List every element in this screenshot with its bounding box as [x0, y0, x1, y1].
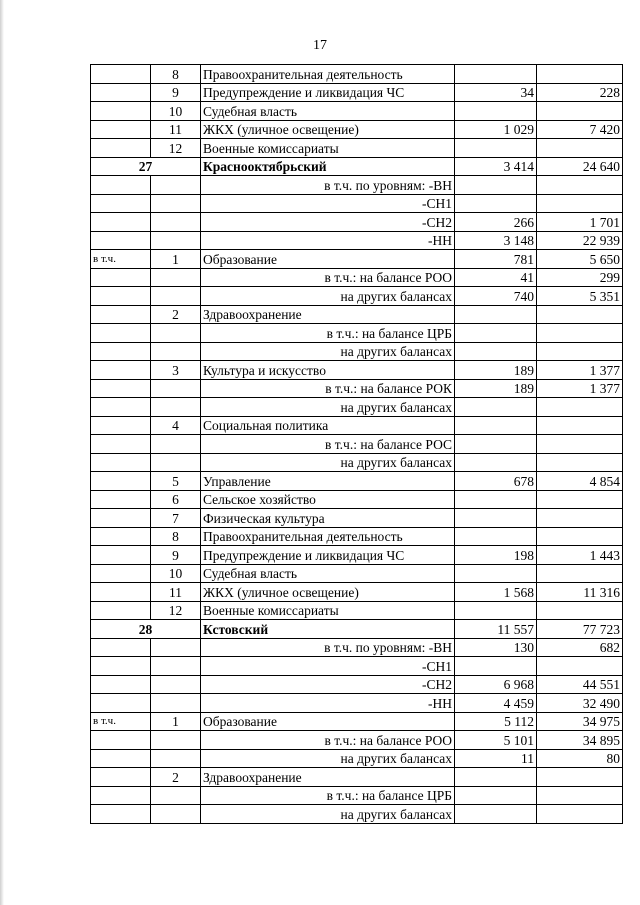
row-prefix-cell — [91, 472, 151, 491]
item-name: Военные комиссариаты — [201, 601, 455, 620]
table-row — [91, 527, 623, 546]
row-prefix-cell — [91, 305, 151, 324]
sub-row — [91, 786, 623, 805]
item-number-cell — [151, 805, 201, 824]
row-prefix-cell — [91, 194, 151, 213]
value-2-cell — [537, 453, 623, 472]
row-prefix-cell: в т.ч. — [91, 250, 151, 269]
row-prefix-cell — [91, 583, 151, 602]
table-row — [91, 564, 623, 583]
item-number-cell — [151, 342, 201, 361]
item-number-cell — [151, 176, 201, 195]
row-prefix-cell — [91, 416, 151, 435]
value-1-cell — [455, 509, 537, 528]
value-1-cell — [455, 416, 537, 435]
value-2-cell: 299 — [537, 268, 623, 287]
row-prefix-cell — [91, 453, 151, 472]
value-1-cell: 198 — [455, 546, 537, 565]
value-2-cell: 5 351 — [537, 287, 623, 306]
item-number-cell — [151, 398, 201, 417]
row-prefix-cell — [91, 231, 151, 250]
value-2-cell: 1 377 — [537, 361, 623, 380]
sub-row — [91, 342, 623, 361]
item-name: Правоохранительная деятельность — [201, 527, 455, 546]
value-2-cell — [537, 490, 623, 509]
value-2-cell: 228 — [537, 83, 623, 102]
sub-row — [91, 213, 623, 232]
value-1-cell — [455, 342, 537, 361]
sub-row-label: на других балансах — [201, 287, 455, 306]
value-2-cell: 682 — [537, 638, 623, 657]
value-2-cell: 7 420 — [537, 120, 623, 139]
value-1-cell — [455, 176, 537, 195]
page-number: 17 — [313, 38, 327, 53]
value-1-cell — [455, 194, 537, 213]
table-row — [91, 102, 623, 121]
item-number: 8 — [151, 527, 201, 546]
table-row — [91, 416, 623, 435]
sub-row-label: -НН — [201, 231, 455, 250]
row-prefix-cell — [91, 805, 151, 824]
item-name: Физическая культура — [201, 509, 455, 528]
item-name: Управление — [201, 472, 455, 491]
row-prefix-cell — [91, 287, 151, 306]
sub-row-label: в т.ч.: на балансе ЦРБ — [201, 324, 455, 343]
sub-row-label: -СН2 — [201, 675, 455, 694]
value-1-cell — [455, 805, 537, 824]
sub-row — [91, 268, 623, 287]
value-2-cell — [537, 176, 623, 195]
row-prefix-cell — [91, 213, 151, 232]
item-number-cell — [151, 657, 201, 676]
value-2-cell — [537, 305, 623, 324]
sub-row — [91, 398, 623, 417]
value-2-cell — [537, 342, 623, 361]
row-prefix-cell — [91, 490, 151, 509]
table-row — [91, 139, 623, 158]
value-2-cell — [537, 398, 623, 417]
row-prefix-cell — [91, 139, 151, 158]
value-2-cell — [537, 564, 623, 583]
table-row — [91, 712, 623, 731]
row-prefix-cell — [91, 768, 151, 787]
sub-row — [91, 379, 623, 398]
budget-table-container — [90, 64, 623, 824]
item-number: 6 — [151, 490, 201, 509]
sub-row — [91, 231, 623, 250]
table-row — [91, 65, 623, 84]
value-1-cell: 189 — [455, 361, 537, 380]
item-number: 12 — [151, 139, 201, 158]
value-1-cell — [455, 490, 537, 509]
item-number-cell — [151, 453, 201, 472]
value-2-cell — [537, 139, 623, 158]
table-row — [91, 490, 623, 509]
value-1-cell — [455, 527, 537, 546]
item-number: 2 — [151, 305, 201, 324]
item-number: 7 — [151, 509, 201, 528]
item-number-cell — [151, 268, 201, 287]
row-prefix-cell — [91, 398, 151, 417]
sub-row — [91, 805, 623, 824]
district-name: Краснооктябрьский — [201, 157, 455, 176]
value-1-cell: 1 568 — [455, 583, 537, 602]
value-1-cell — [455, 601, 537, 620]
value-2-cell — [537, 768, 623, 787]
sub-row-label: в т.ч. по уровням: -ВН — [201, 176, 455, 195]
item-number: 10 — [151, 564, 201, 583]
table-row — [91, 546, 623, 565]
item-number-cell — [151, 731, 201, 750]
row-prefix-cell — [91, 324, 151, 343]
item-number: 12 — [151, 601, 201, 620]
value-2-cell: 1 701 — [537, 213, 623, 232]
table-row — [91, 472, 623, 491]
item-number-cell — [151, 675, 201, 694]
value-1-cell — [455, 564, 537, 583]
value-1-cell — [455, 398, 537, 417]
scan-edge-shadow — [0, 0, 4, 905]
value-2-cell: 5 650 — [537, 250, 623, 269]
budget-table-body — [91, 65, 623, 824]
value-1-cell — [455, 435, 537, 454]
item-number-cell — [151, 786, 201, 805]
item-number-cell — [151, 213, 201, 232]
value-1-cell: 266 — [455, 213, 537, 232]
row-prefix-cell — [91, 786, 151, 805]
row-prefix-cell — [91, 435, 151, 454]
value-1-cell: 41 — [455, 268, 537, 287]
table-row — [91, 250, 623, 269]
value-2-cell — [537, 805, 623, 824]
row-prefix-cell — [91, 342, 151, 361]
sub-row — [91, 638, 623, 657]
row-prefix-cell — [91, 527, 151, 546]
item-number: 10 — [151, 102, 201, 121]
district-number: 28 — [91, 620, 201, 639]
value-1-cell — [455, 139, 537, 158]
table-row — [91, 768, 623, 787]
sub-row-label: на других балансах — [201, 342, 455, 361]
table-row — [91, 361, 623, 380]
sub-row-label: -СН2 — [201, 213, 455, 232]
sub-row-label: на других балансах — [201, 805, 455, 824]
item-name: Культура и искусство — [201, 361, 455, 380]
item-name: Судебная власть — [201, 102, 455, 121]
sub-row-label: -СН1 — [201, 657, 455, 676]
value-2-cell — [537, 324, 623, 343]
row-prefix-cell — [91, 176, 151, 195]
item-number: 5 — [151, 472, 201, 491]
value-2-cell: 24 640 — [537, 157, 623, 176]
row-prefix-cell — [91, 102, 151, 121]
value-1-cell — [455, 102, 537, 121]
row-prefix-cell — [91, 638, 151, 657]
item-number-cell — [151, 194, 201, 213]
value-1-cell — [455, 65, 537, 84]
row-prefix-cell — [91, 379, 151, 398]
table-row — [91, 509, 623, 528]
value-1-cell: 5 101 — [455, 731, 537, 750]
row-prefix-cell: в т.ч. — [91, 712, 151, 731]
value-1-cell: 3 414 — [455, 157, 537, 176]
table-row — [91, 601, 623, 620]
item-number-cell — [151, 231, 201, 250]
value-1-cell — [455, 657, 537, 676]
item-name: Образование — [201, 250, 455, 269]
sub-row — [91, 194, 623, 213]
value-1-cell: 678 — [455, 472, 537, 491]
value-2-cell — [537, 65, 623, 84]
value-1-cell: 189 — [455, 379, 537, 398]
item-number-cell — [151, 324, 201, 343]
item-number: 9 — [151, 83, 201, 102]
item-name: Предупреждение и ликвидация ЧС — [201, 83, 455, 102]
item-name: Сельское хозяйство — [201, 490, 455, 509]
value-1-cell — [455, 453, 537, 472]
table-row — [91, 305, 623, 324]
row-prefix-cell — [91, 731, 151, 750]
value-2-cell — [537, 435, 623, 454]
value-1-cell — [455, 324, 537, 343]
value-2-cell — [537, 657, 623, 676]
sub-row-label: в т.ч.: на балансе РОС — [201, 435, 455, 454]
item-number: 4 — [151, 416, 201, 435]
row-prefix-cell — [91, 268, 151, 287]
value-2-cell: 32 490 — [537, 694, 623, 713]
value-1-cell: 11 557 — [455, 620, 537, 639]
value-2-cell: 80 — [537, 749, 623, 768]
sub-row-label: в т.ч.: на балансе ЦРБ — [201, 786, 455, 805]
sub-row — [91, 435, 623, 454]
value-1-cell: 4 459 — [455, 694, 537, 713]
item-name: Правоохранительная деятельность — [201, 65, 455, 84]
sub-row-label: на других балансах — [201, 749, 455, 768]
row-prefix-cell — [91, 361, 151, 380]
item-number-cell — [151, 638, 201, 657]
value-2-cell: 22 939 — [537, 231, 623, 250]
item-name: ЖКХ (уличное освещение) — [201, 583, 455, 602]
item-name: Здравоохранение — [201, 768, 455, 787]
row-prefix-cell — [91, 83, 151, 102]
sub-row — [91, 176, 623, 195]
row-prefix-cell — [91, 564, 151, 583]
item-name: Образование — [201, 712, 455, 731]
value-1-cell: 34 — [455, 83, 537, 102]
value-1-cell: 3 148 — [455, 231, 537, 250]
row-prefix-cell — [91, 675, 151, 694]
sub-row-label: на других балансах — [201, 398, 455, 417]
value-2-cell: 11 316 — [537, 583, 623, 602]
item-number: 11 — [151, 120, 201, 139]
value-1-cell — [455, 305, 537, 324]
item-number: 2 — [151, 768, 201, 787]
value-2-cell: 1 377 — [537, 379, 623, 398]
value-1-cell: 130 — [455, 638, 537, 657]
sub-row-label: в т.ч.: на балансе РОО — [201, 731, 455, 750]
row-prefix-cell — [91, 749, 151, 768]
item-name: Судебная власть — [201, 564, 455, 583]
table-row — [91, 120, 623, 139]
value-1-cell: 6 968 — [455, 675, 537, 694]
row-prefix-cell — [91, 546, 151, 565]
value-2-cell: 1 443 — [537, 546, 623, 565]
value-2-cell — [537, 102, 623, 121]
value-2-cell: 44 551 — [537, 675, 623, 694]
value-1-cell — [455, 786, 537, 805]
budget-table — [90, 64, 623, 824]
item-number-cell — [151, 694, 201, 713]
value-1-cell: 740 — [455, 287, 537, 306]
item-number: 9 — [151, 546, 201, 565]
value-2-cell: 34 975 — [537, 712, 623, 731]
value-1-cell — [455, 768, 537, 787]
item-number-cell — [151, 435, 201, 454]
value-1-cell: 781 — [455, 250, 537, 269]
row-prefix-cell — [91, 509, 151, 528]
item-name: Предупреждение и ликвидация ЧС — [201, 546, 455, 565]
sub-row — [91, 657, 623, 676]
sub-row — [91, 324, 623, 343]
value-2-cell: 77 723 — [537, 620, 623, 639]
sub-row — [91, 453, 623, 472]
item-number-cell — [151, 749, 201, 768]
item-number: 1 — [151, 250, 201, 269]
sub-row — [91, 675, 623, 694]
value-2-cell — [537, 509, 623, 528]
table-row — [91, 83, 623, 102]
item-name: Социальная политика — [201, 416, 455, 435]
value-2-cell: 4 854 — [537, 472, 623, 491]
sub-row-label: -СН1 — [201, 194, 455, 213]
row-prefix-cell — [91, 120, 151, 139]
item-number: 1 — [151, 712, 201, 731]
sub-row — [91, 287, 623, 306]
item-number-cell — [151, 287, 201, 306]
value-2-cell — [537, 601, 623, 620]
sub-row-label: в т.ч.: на балансе РОК — [201, 379, 455, 398]
value-2-cell — [537, 786, 623, 805]
sub-row — [91, 731, 623, 750]
value-1-cell: 1 029 — [455, 120, 537, 139]
item-name: ЖКХ (уличное освещение) — [201, 120, 455, 139]
item-number: 11 — [151, 583, 201, 602]
value-1-cell: 11 — [455, 749, 537, 768]
district-row — [91, 157, 623, 176]
sub-row — [91, 694, 623, 713]
sub-row-label: -НН — [201, 694, 455, 713]
sub-row-label: в т.ч.: на балансе РОО — [201, 268, 455, 287]
row-prefix-cell — [91, 694, 151, 713]
row-prefix-cell — [91, 657, 151, 676]
district-number: 27 — [91, 157, 201, 176]
row-prefix-cell — [91, 601, 151, 620]
district-name: Кстовский — [201, 620, 455, 639]
value-2-cell — [537, 416, 623, 435]
sub-row-label: на других балансах — [201, 453, 455, 472]
value-2-cell — [537, 527, 623, 546]
value-2-cell: 34 895 — [537, 731, 623, 750]
sub-row-label: в т.ч. по уровням: -ВН — [201, 638, 455, 657]
item-name: Военные комиссариаты — [201, 139, 455, 158]
item-name: Здравоохранение — [201, 305, 455, 324]
table-row — [91, 583, 623, 602]
value-1-cell: 5 112 — [455, 712, 537, 731]
item-number: 3 — [151, 361, 201, 380]
item-number-cell — [151, 379, 201, 398]
row-prefix-cell — [91, 65, 151, 84]
district-row — [91, 620, 623, 639]
sub-row — [91, 749, 623, 768]
value-2-cell — [537, 194, 623, 213]
item-number: 8 — [151, 65, 201, 84]
